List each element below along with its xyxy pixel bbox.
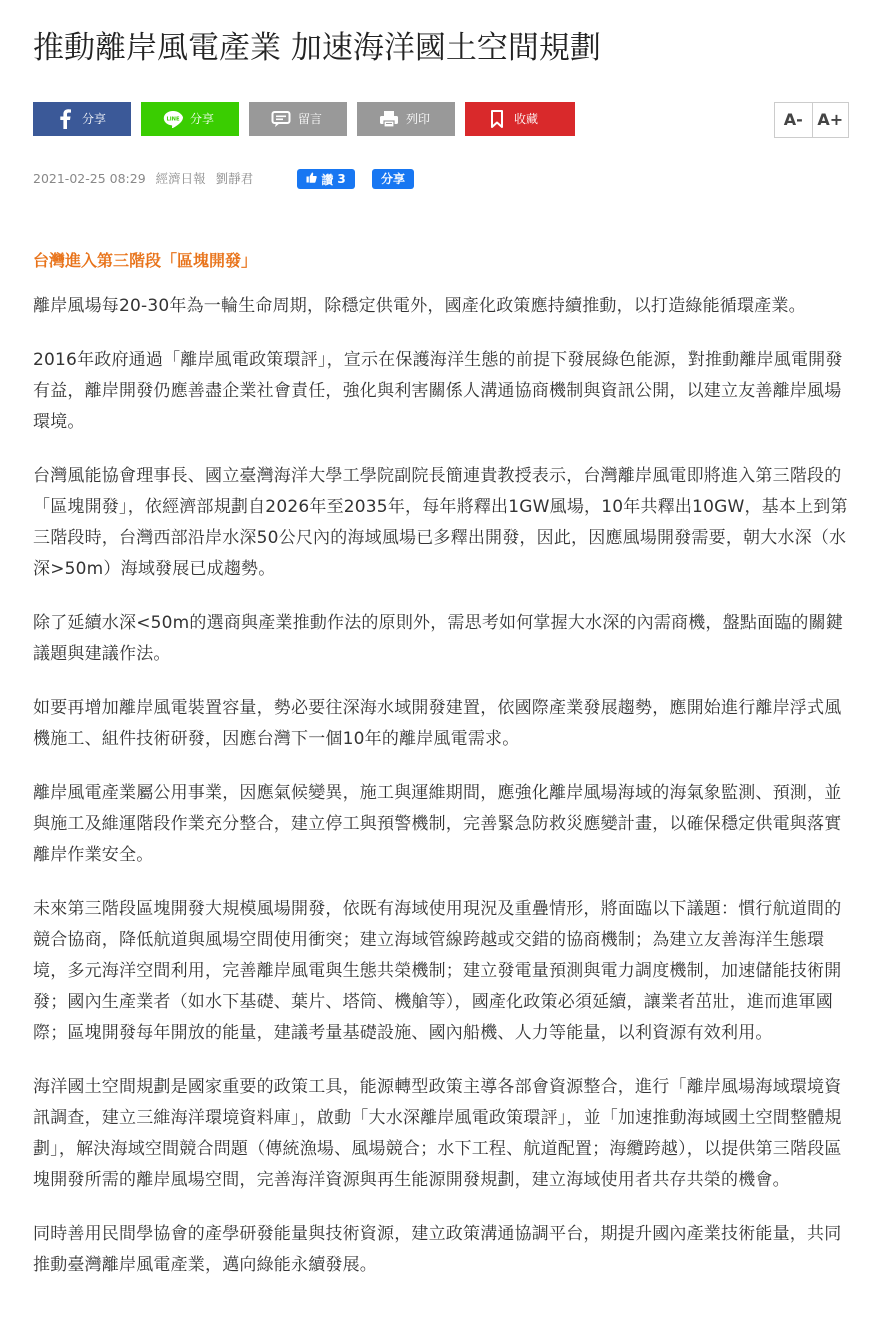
article-paragraph: 除了延續水深<50m的選商與產業推動作法的原則外，需思考如何掌握大水深的內需商機，盤點面臨的關鍵議題與建議作法。 bbox=[33, 613, 844, 664]
font-decrease-button[interactable]: A- bbox=[783, 110, 803, 129]
print-label: 列印 bbox=[406, 112, 431, 126]
font-size-control bbox=[774, 102, 849, 138]
article-paragraph: 如要再增加離岸風電裝置容量，勢必要往深海水域開發建置，依國際產業發展趨勢，應開始進行離岸浮式風機施工、組件技術研發，因應台灣下一個10年的離岸風電需求。 bbox=[33, 698, 842, 749]
article-body bbox=[33, 291, 851, 1304]
facebook-icon bbox=[55, 102, 75, 136]
comment-icon bbox=[271, 102, 291, 136]
article-author[interactable]: 劉靜君 bbox=[215, 171, 254, 186]
line-share-button[interactable] bbox=[141, 102, 239, 136]
article-subheading: 台灣進入第三階段「區塊開發」 bbox=[33, 251, 258, 270]
line-icon bbox=[163, 102, 183, 136]
article-paragraph: 海洋國土空間規劃是國家重要的政策工具，能源轉型政策主導各部會資源整合，進行「離岸風場海域環境資訊調查，建立三維海洋環境資料庫」，啟動「大水深離岸風電政策環評」，並「加速推動海域國土空間整體規劃」，解決海域空間競合問題（傳統漁場、風場競合；水下工程、航道配置；海纜跨越），以提供第三階段區塊開發所需的離岸風場空間，完善海洋資源與再生能源開發規劃，建立海域使用者共存共榮的機會。 bbox=[33, 1077, 842, 1190]
font-increase-button[interactable]: A+ bbox=[812, 103, 849, 137]
article-title: 推動離岸風電產業 加速海洋國土空間規劃 bbox=[33, 30, 601, 66]
facebook-share-button[interactable] bbox=[33, 102, 131, 136]
article-paragraph: 離岸風場每20-30年為一輪生命周期，除穩定供電外，國產化政策應持續推動，以打造綠能循環產業。 bbox=[33, 296, 806, 316]
comment-label: 留言 bbox=[298, 112, 323, 126]
bookmark-icon bbox=[487, 102, 507, 136]
bookmark-button[interactable] bbox=[465, 102, 575, 136]
article-paragraph: 同時善用民間學協會的產學研發能量與技術資源，建立政策溝通協調平台，期提升國內產業技術能量，共同推動臺灣離岸風電產業，邁向綠能永續發展。 bbox=[33, 1224, 842, 1275]
facebook-share-small-button[interactable]: 分享 bbox=[372, 169, 414, 189]
article-paragraph: 台灣風能協會理事長、國立臺灣海洋大學工學院副院長簡連貴教授表示，台灣離岸風電即將進入第三階段的「區塊開發」，依經濟部規劃自2026年至2035年，每年將釋出1GW風場，10年共釋出10GW，基本上到第三階段時，台灣西部沿岸水深50公尺內的海域風場已多釋出開發，因此，因應風場開發需要，朝大水深（水深>50m）海域發展已成趨勢。 bbox=[33, 466, 848, 579]
article-meta bbox=[33, 170, 259, 188]
printer-icon bbox=[379, 102, 399, 136]
article-date: 2021-02-25 08:29 bbox=[33, 171, 146, 186]
comment-button[interactable] bbox=[249, 102, 347, 136]
article-paragraph: 2016年政府通過「離岸風電政策環評」，宣示在保護海洋生態的前提下發展綠色能源，對推動離岸風電開發有益，離岸開發仍應善盡企業社會責任，強化與利害關係人溝通協商機制與資訊公開，以建立友善離岸風場環境。 bbox=[33, 350, 843, 432]
article-paragraph: 未來第三階段區塊開發大規模風場開發，依既有海域使用現況及重疊情形，將面臨以下議題：慣行航道間的競合協商，降低航道與風場空間使用衝突；建立海域管線跨越或交錯的協商機制；為建立友善海洋生態環境，多元海洋空間利用，完善離岸風電與生態共榮機制；建立發電量預測與電力調度機制，加速儲能技術開發；國內生產業者（如水下基礎、葉片、塔筒、機艙等），國產化政策必須延續，讓業者茁壯，進而進軍國際；區塊開發每年開放的能量，建議考量基礎設施、國內船機、人力等能量，以利資源有效利用。 bbox=[33, 899, 842, 1043]
bookmark-label: 收藏 bbox=[514, 112, 539, 126]
thumbs-up-icon bbox=[306, 172, 317, 186]
article-paragraph: 離岸風電產業屬公用事業，因應氣候變異，施工與運維期間，應強化離岸風場海域的海氣象監測、預測，並與施工及維運階段作業充分整合，建立停工與預警機制，完善緊急防救災應變計畫，以確保穩定供電與落實離岸作業安全。 bbox=[33, 783, 842, 865]
facebook-like-count: 3 bbox=[337, 172, 346, 186]
article-source[interactable]: 經濟日報 bbox=[155, 171, 206, 186]
facebook-share-label: 分享 bbox=[82, 112, 107, 126]
facebook-like-label: 讚 bbox=[321, 172, 334, 187]
print-button[interactable] bbox=[357, 102, 455, 136]
facebook-like-button[interactable] bbox=[297, 169, 355, 189]
line-share-label: 分享 bbox=[190, 112, 215, 126]
svg-text:LINE: LINE bbox=[166, 116, 180, 123]
